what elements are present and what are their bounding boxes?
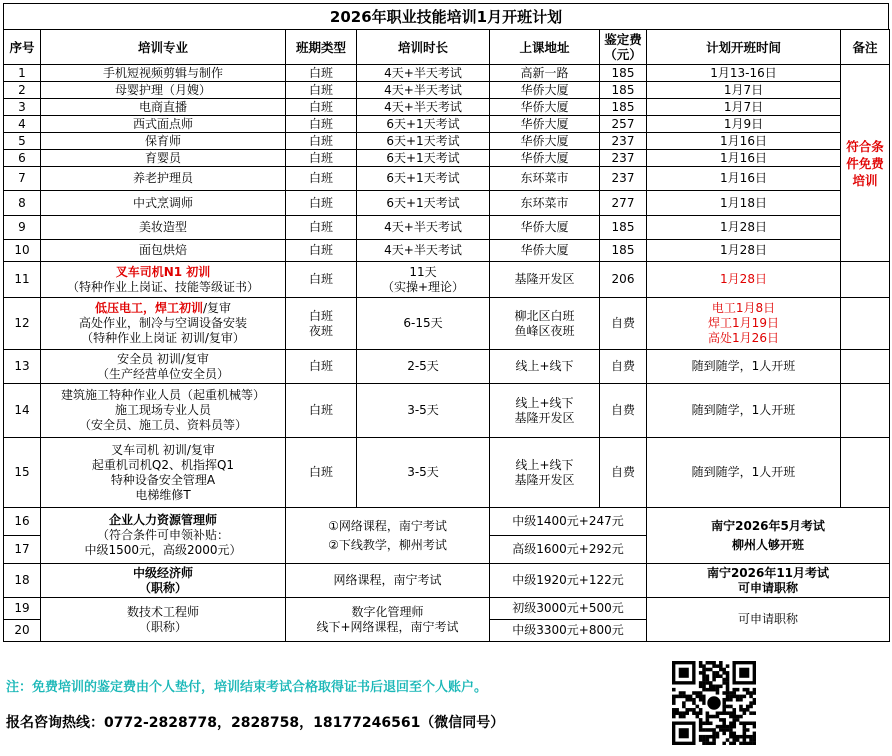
time-line2: 可申请职称 [737, 580, 798, 595]
major-line1: 企业人力资源管理师 [108, 513, 217, 527]
cell-duration: 2-5天 [357, 350, 490, 384]
remark-free-cell [841, 65, 890, 262]
table-row [4, 116, 890, 133]
header-remark: 备注 [841, 30, 890, 65]
cell-no: 6 [4, 150, 41, 167]
cell-location [490, 384, 600, 438]
location-line1: 柳北区白班 [514, 308, 575, 323]
time-line1: 电工1月8日 [711, 301, 776, 315]
cell-major [41, 438, 286, 508]
cell-time: 1月13-16日 [647, 65, 841, 82]
table-row [4, 99, 890, 116]
cell-time: 1月16日 [647, 167, 841, 191]
table-row [4, 240, 890, 262]
cell-duration: 6天+1天考试 [357, 167, 490, 191]
cell-major: 保育师 [41, 133, 286, 150]
cell-fee: 206 [600, 262, 647, 298]
cell-duration: 3-5天 [357, 438, 490, 508]
cell-duration: 6-15天 [357, 298, 490, 350]
duration-line2: （实操+理论） [381, 279, 465, 294]
cell-location: 华侨大厦 [490, 150, 600, 167]
cell-type: 白班 [286, 191, 357, 216]
cell-no: 11 [4, 262, 41, 298]
cell-type [286, 298, 357, 350]
cell-remark [841, 262, 890, 298]
cell-fee: 自费 [600, 350, 647, 384]
cell-major: 西式面点师 [41, 116, 286, 133]
cell-type: 白班 [286, 240, 357, 262]
cell-time: 1月16日 [647, 150, 841, 167]
table-row [4, 133, 890, 150]
footer-note: 注：免费培训的鉴定费由个人垫付，培训结束考试合格取得证书后退回至个人账户。 [6, 680, 488, 695]
cell-no: 1 [4, 65, 41, 82]
cell-price: 中级3300元+800元 [490, 620, 647, 642]
cell-location: 东环菜市 [490, 167, 600, 191]
cell-time: 随到随学，1人开班 [647, 438, 841, 508]
mode-line1: 数字化管理师 [351, 604, 424, 619]
cell-fee: 237 [600, 133, 647, 150]
cell-time: 1月9日 [647, 116, 841, 133]
mode-line1: ①网络课程，南宁考试 [328, 518, 447, 533]
cell-remark [841, 384, 890, 438]
cell-type: 白班 [286, 262, 357, 298]
major-line1a: 低压电工，焊工初训 [94, 301, 203, 315]
cell-no: 18 [4, 564, 41, 598]
major-line3: 中级1500元，高级2000元） [84, 543, 242, 557]
major-line1: 建筑施工特种作业人员（起重机械等） [60, 388, 265, 402]
cell-location: 基隆开发区 [490, 262, 600, 298]
major-line3: 特种设备安全管理A [110, 472, 216, 487]
location-line2: 鱼峰区夜班 [514, 323, 575, 338]
training-table [3, 29, 890, 642]
cell-price: 初级3000元+500元 [490, 598, 647, 620]
cell-no: 2 [4, 82, 41, 99]
cell-type: 白班 [286, 438, 357, 508]
cell-major [41, 262, 286, 298]
remark-free-line1: 符合条 [846, 138, 884, 154]
cell-location [490, 438, 600, 508]
cell-major [41, 298, 286, 350]
cell-duration: 4天+半天考试 [357, 99, 490, 116]
cell-fee: 185 [600, 216, 647, 240]
cell-time: 1月7日 [647, 99, 841, 116]
major-line3: （安全员、施工员、资料员等） [78, 418, 247, 432]
cell-no: 16 [4, 508, 41, 536]
table-row [4, 216, 890, 240]
cell-type: 白班 [286, 350, 357, 384]
location-line2: 基隆开发区 [514, 410, 575, 425]
cell-fee: 自费 [600, 438, 647, 508]
cell-time: 1月28日 [647, 216, 841, 240]
cell-duration: 4天+半天考试 [357, 240, 490, 262]
cell-no: 10 [4, 240, 41, 262]
cell-major: 美妆造型 [41, 216, 286, 240]
cell-fee: 277 [600, 191, 647, 216]
type-line1: 白班 [308, 308, 333, 323]
time-line1: 南宁2026年5月考试 [711, 518, 825, 533]
header-class-type: 班期类型 [286, 30, 357, 65]
cell-duration: 6天+1天考试 [357, 150, 490, 167]
table-row [4, 65, 890, 82]
table-row [4, 508, 890, 536]
major-line1: 叉车司机N1 初训 [115, 264, 211, 279]
cell-time: 1月28日 [647, 240, 841, 262]
header-major: 培训专业 [41, 30, 286, 65]
location-line1: 线上+线下 [515, 395, 574, 410]
remark-free-line3: 培训 [852, 172, 878, 188]
cell-type: 白班 [286, 150, 357, 167]
cell-location: 华侨大厦 [490, 133, 600, 150]
major-line1: 安全员 初训/复审 [117, 351, 209, 366]
cell-type: 白班 [286, 384, 357, 438]
major-line1: 中级经济师 [132, 565, 193, 580]
cell-type: 白班 [286, 216, 357, 240]
cell-type: 白班 [286, 133, 357, 150]
cell-major [41, 508, 286, 564]
cell-fee: 185 [600, 99, 647, 116]
header-duration: 培训时长 [357, 30, 490, 65]
cell-major: 母婴护理（月嫂） [41, 82, 286, 99]
cell-type: 白班 [286, 82, 357, 99]
cell-time [647, 298, 841, 350]
cell-price: 中级1920元+122元 [490, 564, 647, 598]
cell-remark [841, 350, 890, 384]
cell-no: 12 [4, 298, 41, 350]
cell-fee: 257 [600, 116, 647, 133]
cell-fee: 185 [600, 65, 647, 82]
cell-location: 华侨大厦 [490, 216, 600, 240]
major-line1b: /复审 [202, 301, 232, 315]
cell-no: 4 [4, 116, 41, 133]
table-row [4, 191, 890, 216]
cell-type: 白班 [286, 99, 357, 116]
cell-time [647, 508, 890, 564]
cell-no: 20 [4, 620, 41, 642]
major-line1: 数技术工程师 [126, 604, 199, 619]
table-row [4, 438, 890, 508]
cell-major [41, 598, 286, 642]
cell-location [490, 298, 600, 350]
header-location: 上课地址 [490, 30, 600, 65]
table-row [4, 350, 890, 384]
cell-no: 5 [4, 133, 41, 150]
cell-mode [286, 598, 490, 642]
cell-major: 中式烹调师 [41, 191, 286, 216]
cell-type: 白班 [286, 65, 357, 82]
cell-time: 1月28日 [647, 262, 841, 298]
cell-duration: 4天+半天考试 [357, 82, 490, 99]
header-seq: 序号 [4, 30, 41, 65]
mode-line2: ②下线教学，柳州考试 [328, 537, 447, 552]
table-row [4, 167, 890, 191]
cell-location: 高新一路 [490, 65, 600, 82]
table-header-row [4, 30, 890, 65]
cell-location: 华侨大厦 [490, 116, 600, 133]
table-row [4, 598, 890, 620]
table-row [4, 564, 890, 598]
cell-no: 15 [4, 438, 41, 508]
cell-time: 1月7日 [647, 82, 841, 99]
major-line2: （特种作业上岗证、技能等级证书） [66, 279, 259, 294]
location-line1: 线上+线下 [515, 457, 574, 472]
cell-no: 17 [4, 536, 41, 564]
cell-location: 华侨大厦 [490, 99, 600, 116]
cell-type: 白班 [286, 116, 357, 133]
cell-location: 华侨大厦 [490, 240, 600, 262]
remark-free-line2: 件免费 [846, 155, 884, 171]
cell-fee: 237 [600, 150, 647, 167]
major-line2: （职称） [138, 619, 187, 634]
cell-major [41, 564, 286, 598]
major-line2: 起重机司机Q2、机指挥Q1 [91, 457, 235, 472]
cell-type: 白班 [286, 167, 357, 191]
cell-no: 3 [4, 99, 41, 116]
type-line2: 夜班 [308, 323, 333, 338]
time-line3: 高处1月26日 [708, 331, 779, 345]
table-row [4, 150, 890, 167]
footer-hotline: 报名咨询热线：0772-2828778，2828758，18177246561（微信同号） [6, 715, 505, 731]
cell-fee: 自费 [600, 384, 647, 438]
header-fee [600, 30, 647, 65]
table-row [4, 384, 890, 438]
location-line2: 基隆开发区 [514, 472, 575, 487]
cell-time: 1月16日 [647, 133, 841, 150]
duration-line1: 11天 [409, 264, 437, 279]
cell-location: 东环菜市 [490, 191, 600, 216]
mode-line2: 线下+网络课程，南宁考试 [316, 619, 459, 634]
cell-no: 13 [4, 350, 41, 384]
cell-fee: 自费 [600, 298, 647, 350]
time-line2: 焊工1月19日 [708, 316, 779, 330]
header-fee-line1: 鉴定费 [604, 32, 642, 47]
cell-remark [841, 438, 890, 508]
cell-fee: 185 [600, 82, 647, 99]
cell-major [41, 384, 286, 438]
cell-location: 华侨大厦 [490, 82, 600, 99]
major-line2: （符合条件可申领补贴： [96, 528, 229, 542]
cell-no: 14 [4, 384, 41, 438]
cell-location: 线上+线下 [490, 350, 600, 384]
cell-price: 中级1400元+247元 [490, 508, 647, 536]
cell-major: 手机短视频剪辑与制作 [41, 65, 286, 82]
cell-time [647, 564, 890, 598]
major-line4: 电梯维修T [135, 487, 191, 502]
cell-duration: 6天+1天考试 [357, 133, 490, 150]
major-line2: 施工现场专业人员 [114, 403, 211, 417]
table-row [4, 82, 890, 99]
cell-duration: 6天+1天考试 [357, 116, 490, 133]
major-line3: （特种作业上岗证 初训/复审） [81, 331, 245, 345]
cell-duration: 4天+半天考试 [357, 216, 490, 240]
major-line2: （生产经营单位安全员） [96, 366, 229, 381]
cell-duration [357, 262, 490, 298]
cell-time: 1月18日 [647, 191, 841, 216]
cell-price: 高级1600元+292元 [490, 536, 647, 564]
cell-mode [286, 508, 490, 564]
header-fee-line2: （元） [604, 47, 642, 62]
cell-no: 19 [4, 598, 41, 620]
cell-mode: 网络课程，南宁考试 [286, 564, 490, 598]
cell-time: 随到随学，1人开班 [647, 384, 841, 438]
cell-remark [841, 298, 890, 350]
table-row [4, 262, 890, 298]
cell-major [41, 350, 286, 384]
cell-no: 9 [4, 216, 41, 240]
major-line2: （职称） [138, 580, 187, 595]
cell-duration: 4天+半天考试 [357, 65, 490, 82]
cell-duration: 3-5天 [357, 384, 490, 438]
cell-major: 电商直播 [41, 99, 286, 116]
time-line1: 南宁2026年11月考试 [706, 565, 830, 580]
cell-duration: 6天+1天考试 [357, 191, 490, 216]
qr-code-graphic [672, 661, 756, 745]
qr-code-icon [672, 661, 756, 745]
cell-major: 面包烘焙 [41, 240, 286, 262]
cell-fee: 237 [600, 167, 647, 191]
cell-major: 养老护理员 [41, 167, 286, 191]
cell-time: 随到随学，1人开班 [647, 350, 841, 384]
major-line1: 叉车司机 初训/复审 [111, 442, 215, 457]
header-schedule: 计划开班时间 [647, 30, 841, 65]
major-line2: 高处作业，制冷与空调设备安装 [78, 316, 247, 330]
cell-no: 7 [4, 167, 41, 191]
cell-time: 可申请职称 [647, 598, 890, 642]
cell-no: 8 [4, 191, 41, 216]
page-title: 2026年职业技能培训1月开班计划 [3, 3, 889, 29]
cell-major: 育婴员 [41, 150, 286, 167]
cell-fee: 185 [600, 240, 647, 262]
time-line2: 柳州人够开班 [731, 537, 804, 552]
table-row [4, 298, 890, 350]
